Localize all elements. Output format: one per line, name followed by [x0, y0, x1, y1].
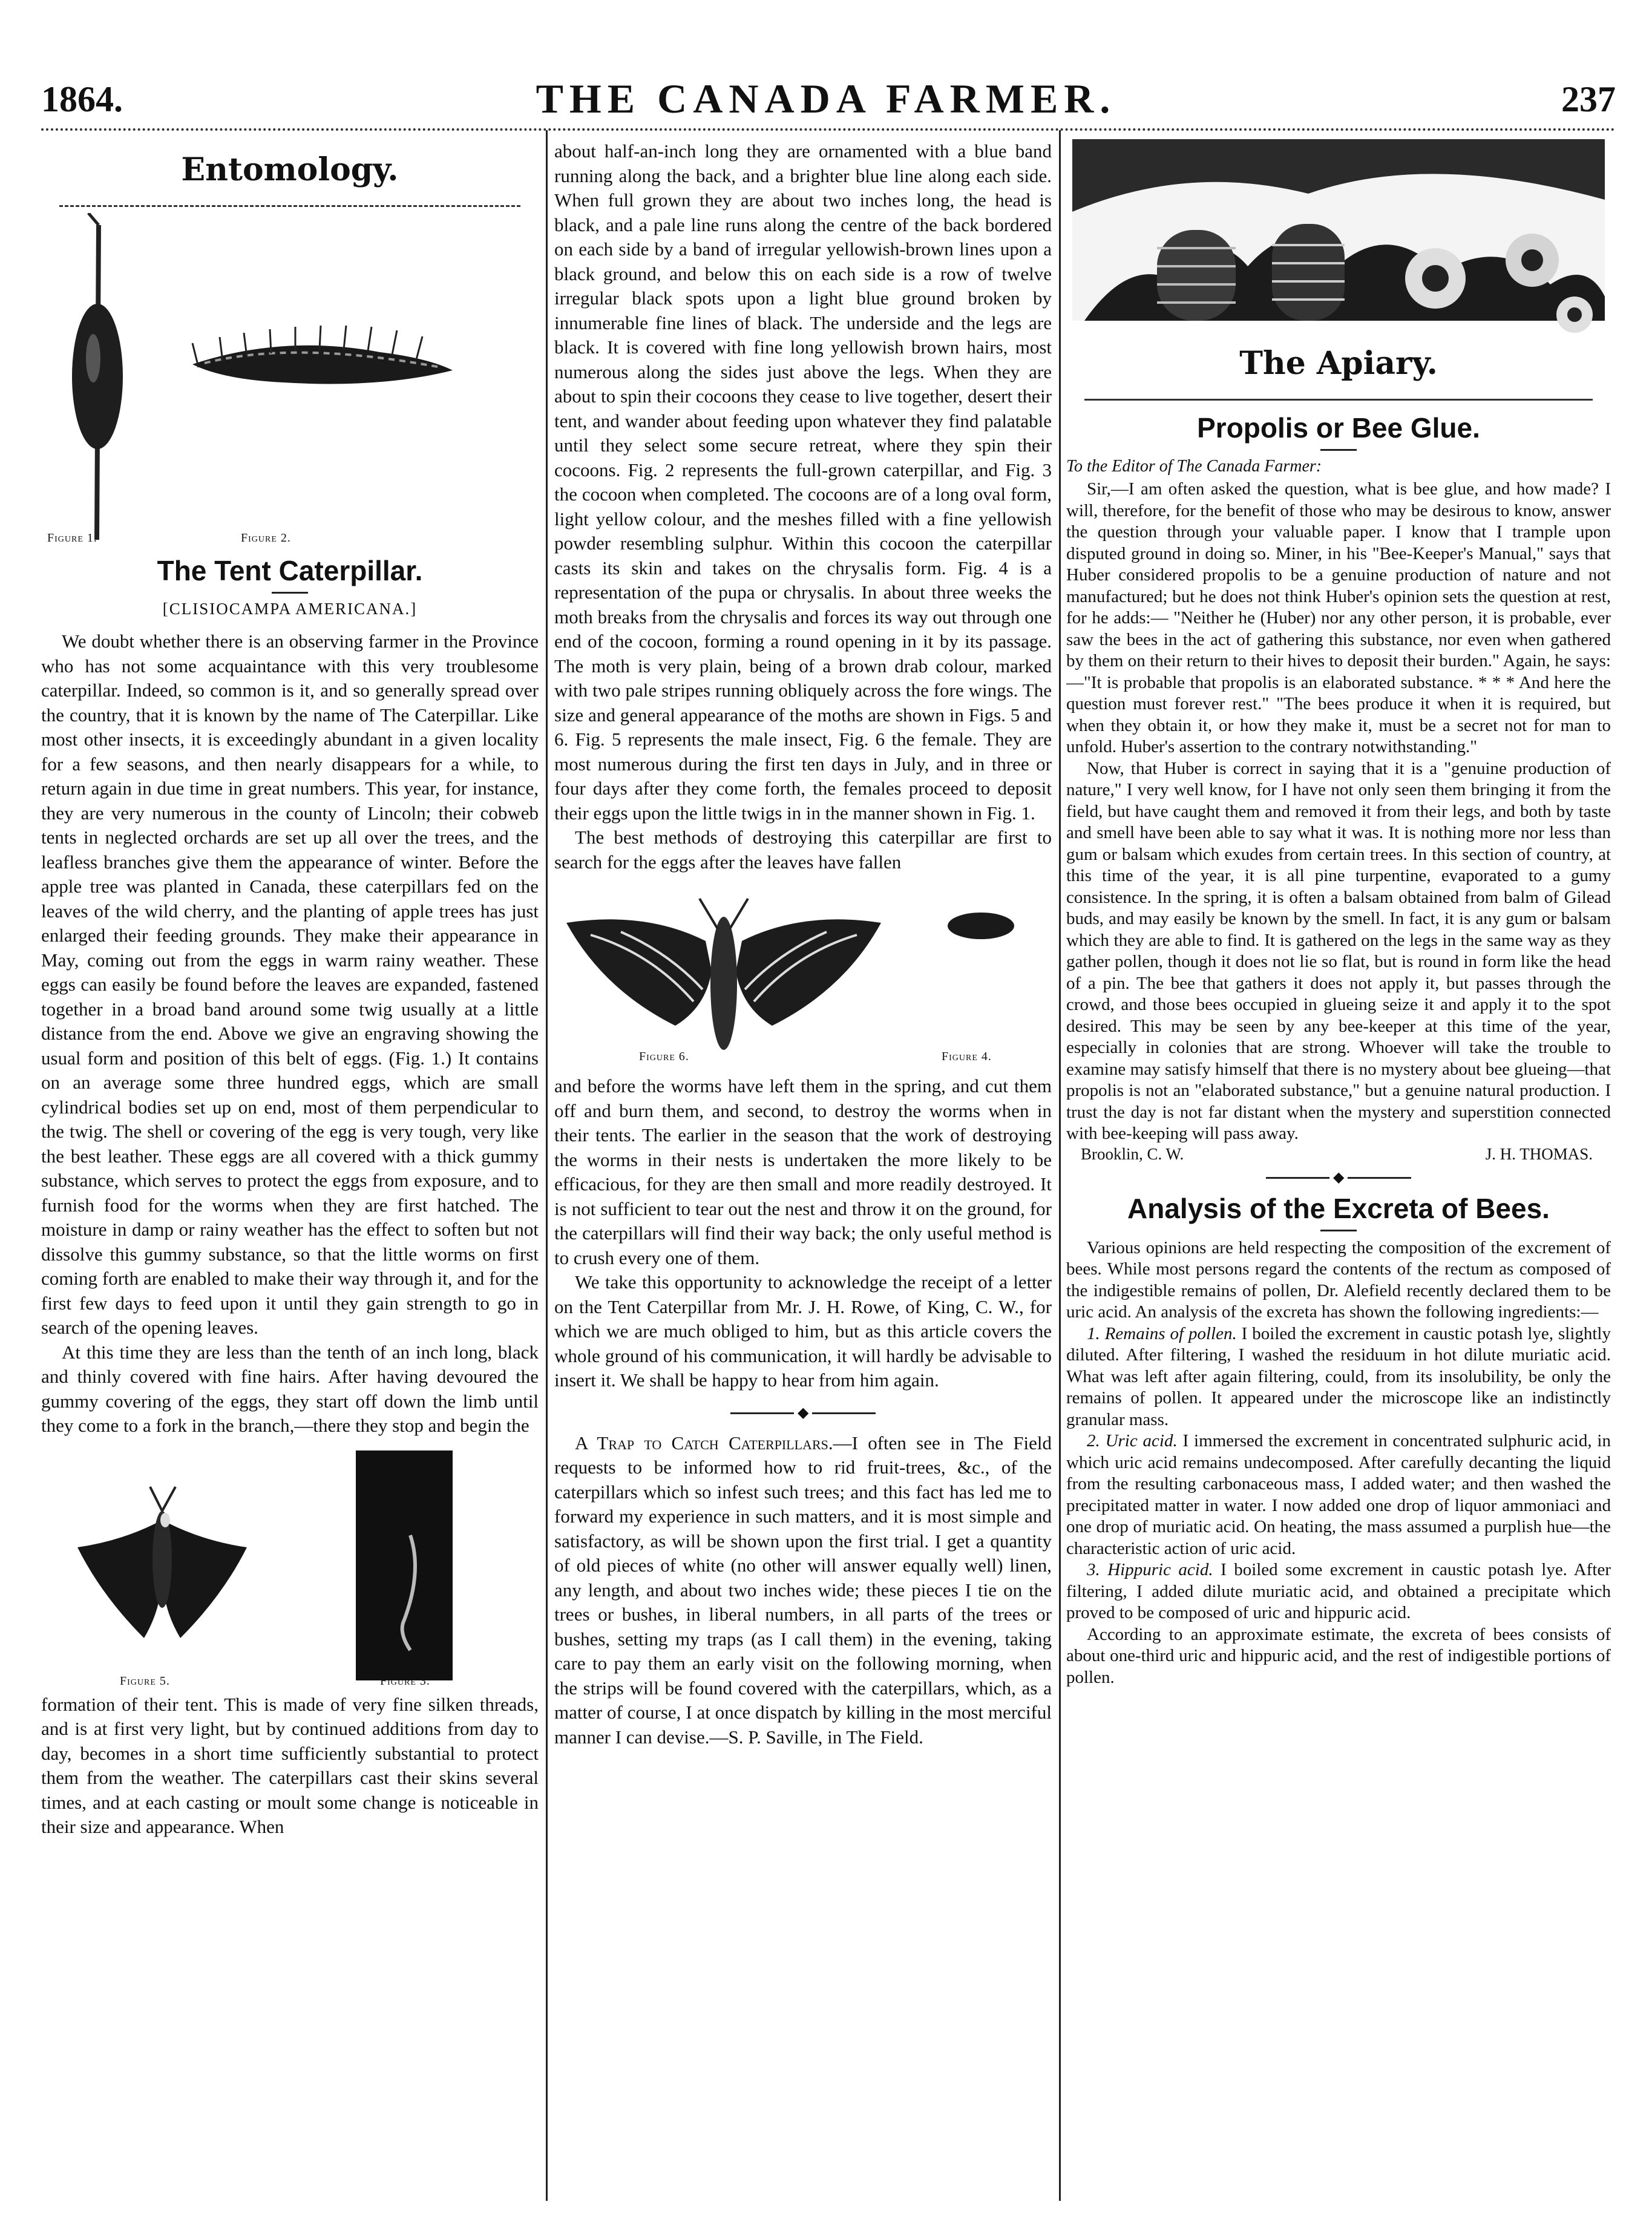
figure-6-female-moth-illustration — [554, 887, 1052, 1074]
article-headline-tent-caterpillar: The Tent Caterpillar. — [157, 555, 423, 586]
paragraph: At this time they are less than the tenth of an inch long, black and thinly covered with fine hairs. After having devoured the gummy covering of the eggs, they start off down the limb until they come to a fork in the branch,—there they stop and begin the — [41, 1341, 539, 1436]
item-2-text: I immersed the excrement in concentrated sulphuric acid, in which uric acid remains undecomposed. After carefully decanting the liquid from the resulting carbonaceous mass, I added water; and then washed the precipitated matter in water. I now added one drop of liquor ammoniaci and one drop of muriatic acid. On heating, the mass assumed a purplish hue—the characteristic action of uric acid. — [1066, 1431, 1611, 1558]
headline-dash — [1320, 1230, 1357, 1231]
issue-year: 1864. — [41, 79, 123, 119]
column-1 — [41, 139, 539, 2195]
section-title-apiary: The Apiary. — [1239, 345, 1438, 382]
figure-5-male-moth-illustration — [41, 1450, 539, 1693]
letter-signature — [1066, 1145, 1611, 1164]
tent-caterpillar-body-continued — [41, 1693, 539, 1840]
ornamental-divider — [730, 1412, 876, 1414]
masthead-rule — [41, 128, 1616, 131]
publication-title: THE CANADA FARMER. — [536, 76, 1116, 122]
figure-2-caption: Figure 2. — [241, 531, 291, 545]
figure-6-caption: Figure 6. — [639, 1050, 689, 1063]
signature-place: Brooklin, C. W. — [1081, 1144, 1184, 1163]
tent-caterpillar-body-col2 — [554, 139, 1052, 874]
item-1-text: I boiled the excrement in caustic potash lye, slightly diluted. After filtering, I washed the residuum in hot dilute muriatic acid. What was left after again filtering, could, from its insolubility, be only the remains of pollen. It appeared under the microscope like an indistinctly granular mass. — [1066, 1323, 1611, 1429]
figure-4-caption: Figure 4. — [942, 1050, 992, 1063]
excreta-analysis-body — [1066, 1237, 1611, 1689]
figure-3-caption: Figure 3. — [380, 1674, 430, 1688]
paragraph: According to an approximate estimate, the excreta of bees consists of about one-third uric and hippuric acid, and the rest of indigestible portions of pollen. — [1066, 1624, 1611, 1687]
propolis-letter-body — [1066, 479, 1611, 1145]
paragraph: The best methods of destroying this caterpillar are first to search for the eggs after the leaves have fallen — [554, 827, 1052, 873]
tent-caterpillar-body-col2-continued — [554, 1074, 1052, 1393]
section-rule — [59, 205, 520, 207]
article-subhead: [CLISIOCAMPA AMERICANA.] — [162, 600, 418, 618]
figures-5-3 — [41, 1450, 539, 1693]
section-title-entomology: Entomology. — [181, 151, 399, 188]
column-divider — [546, 130, 548, 2201]
column-2 — [554, 139, 1052, 2195]
tent-caterpillar-body — [41, 629, 539, 1438]
paragraph: Sir,—I am often asked the question, what is bee glue, and how made? I will, therefore, for the benefit of those who may be desirous to know, answer the question through your valuable paper. I know that I trample upon disputed ground in doing so. Miner, in his "Bee-Keeper's Manual," says that Huber considered propolis to be a genuine production of nature and not manufactured; but he does not think Huber's opinion sets the question at rest, for he adds:— "Neither he (Huber) nor any other person, it is probable, ever saw the bees in the act of gathering this substance, nor even when gathered by them on their return to their hives to deposit their burden." Again, he says:—"It is probable that propolis is an elaborated substance. * * * And here the question must forever rest." "The bees produce it when it is required, but when they obtain it, or how they make it, must be a secret not for man to unfold. Huber's assertion to the contrary notwithstanding." — [1066, 479, 1611, 756]
item-3-text: I boiled some excrement in caustic potash lye. After filtering, I added dilute muriatic acid, and obtained a precipitate which proved to be composed of uric and hippuric acid. — [1066, 1560, 1611, 1622]
masthead — [0, 0, 1652, 127]
figures-6-4 — [554, 887, 1052, 1074]
item-2-lead: 2. Uric acid. — [1087, 1431, 1178, 1450]
paragraph: Various opinions are held respecting the composition of the excrement of bees. While most persons regard the contents of the rectum as composed of the indigestible remains of pollen, Dr. Alefield recently declared them to be uric acid. An analysis of the excreta has shown the following ingredients:— — [1066, 1237, 1611, 1322]
figures-1-2 — [41, 213, 539, 552]
figure-1-caption: Figure 1. — [47, 531, 97, 545]
figure-5-caption: Figure 5. — [120, 1674, 170, 1688]
trap-article-text: —I often see in The Field requests to be informed how to rid fruit-trees, &c., of the caterpillars which so infest such trees; and this fact has led me to forward my experience in such matters, and it is most simple and satisfactory, as will be shown upon the first trial. I get a quantity of old pieces of white (no other will answer equally well) linen, any length, and about two inches wide; these pieces I tie on the trees or bushes, in liberal numbers, in all parts of the trees or bushes, setting my traps (as I call them) in the evening, taking care to pay them an early visit on the following morning, when the strips will be found covered with the caterpillars, which, as a matter of course, I at once dispatch by killing in the most merciful manner I can devise.—S. P. Saville, in The Field. — [554, 1432, 1052, 1748]
paragraph: and before the worms have left them in the spring, and cut them off and burn them, and second, to destroy the worms when in their tents. The earlier in the season that the work of destroying the worms in their nests is undertaken the more likely to be efficacious, for they are then small and more readily destroyed. It is not sufficient to tear out the nest and throw it on the ground, for the caterpillars will find their way back; the only useful method is to crush every one of them. — [554, 1075, 1052, 1268]
paragraph: We doubt whether there is an observing farmer in the Province who has not some acquaintance with this very troublesome caterpillar. Indeed, so common is it, and so generally spread over the country, that it is known by the name of The Caterpillar. Like most other insects, it is exceedingly abundant in a given locality for a few seasons, and then nearly disappears for a while, to return again in due time in great numbers. This year, for instance, they are very numerous in the county of Lincoln; their cobweb tents in neglected orchards are set up all over the trees, and the leafless branches give them the appearance of winter. Before the apple tree was planted in Canada, these caterpillars fed on the leaves of the wild cherry, and the planting of apple trees has just enlarged their feeding grounds. They make their appearance in May, coming out from the eggs in warm rainy weather. These eggs can easily be found before the leaves are expanded, fastened together in a broad band around some twig usually at a little distance from the end. Above we give an engraving showing the usual form and position of this belt of eggs. (Fig. 1.) It contains on an average some three hundred eggs, which are small cylindrical bodies set up on end, most of them perpendicular to the twig. The shell or covering of the egg is very tough, very like the best leather. These eggs are all covered with a thick gummy substance, which serves to protect the eggs from exposure, and to furnish food for the worms when they are first hatched. The moisture in damp or rainy weather has the effect to soften but not dissolve this gummy substance, so that the little worms on first coming forth are enabled to make their way through it, and for the first few days to feed upon it until they gain strength to go in search of the opening leaves. — [41, 631, 539, 1338]
figure-1-egg-band-illustration — [41, 213, 539, 552]
headline-dash — [272, 592, 308, 594]
column-3 — [1066, 139, 1611, 2195]
figure-4-chrysalis-illustration — [948, 913, 1014, 939]
letter-salutation: To the Editor of The Canada Farmer: — [1066, 457, 1322, 476]
section-rule — [1084, 399, 1593, 401]
paragraph: about half-an-inch long they are ornamented with a blue band running along the back, and a brighter blue line along each side. When full grown they are about two inches long, the head is black, and a pale line runs along the centre of the back bordered on each side by a band of irregular yellowish-brown lines upon a black ground, and below this on each side is a row of twelve irregular black spots upon a light blue ground broken by innumerable fine lines of black. The underside and the legs are black. It is covered with fine long yellowish brown hairs, most numerous along the sides just above the legs. When they are about to spin their cocoons they cease to live together, desert their tent, and wander about feeding upon whatever they find palatable until they select some secure retreat, where they spin their cocoons. Fig. 2 represents the full-grown caterpillar, and Fig. 3 the cocoon when completed. The cocoons are of a long oval form, light yellow colour, and the meshes filled with a fine yellowish powder resembling sulphur. Within this cocoon the caterpillar casts its skin and takes on the chrysalis form. Fig. 4 is a representation of the pupa or chrysalis. In about three weeks the moth breaks from the chrysalis and forces its way out through one end of the cocoon, forming a round opening in it by its passage. The moth is very plain, being of a brown drab colour, marked with two pale stripes running obliquely across the fore wings. The size and general appearance of the moths are shown in Figs. 5 and 6. Fig. 5 represents the male insect, Fig. 6 the female. They are most numerous during the first ten days in July, and in three or four days after they come forth, the females proceed to deposit their eggs upon the little twigs in in the manner shown in Fig. 1. — [554, 140, 1052, 824]
item-3-lead: 3. Hippuric acid. — [1087, 1560, 1213, 1579]
paragraph: formation of their tent. This is made of very fine silken threads, and is at first very light, but by continued additions from day to day, becomes in a short time sufficiently substantial to protect them from the weather. The caterpillars cast their skins several times, and at each casting or moult some change is noticeable in their size and appearance. When — [41, 1693, 539, 1837]
figure-2-caterpillar-illustration — [192, 326, 453, 384]
figure-3-cocoon-photograph — [356, 1450, 453, 1680]
apiary-header-engraving — [1066, 139, 1611, 339]
headline-dash — [1320, 449, 1357, 451]
paragraph: We take this opportunity to acknowledge the receipt of a letter on the Tent Caterpillar from Mr. J. H. Rowe, of King, C. W., for which we are much obliged to him, but as this article covers the whole ground of his communication, it will hardly be advisable to insert it. We shall be happy to hear from him again. — [554, 1271, 1052, 1391]
item-1-lead: 1. Remains of pollen. — [1087, 1323, 1237, 1343]
trap-article — [554, 1431, 1052, 1750]
ornamental-divider — [1266, 1177, 1411, 1179]
trap-article-lead: A Trap to Catch Caterpillars. — [575, 1432, 833, 1454]
paragraph: Now, that Huber is correct in saying that it is a "genuine production of nature," I very well know, for I have not only seen them bringing it from the field, but have caught them and removed it from their legs, and both by taste and smell have been able to say what it was. It is nothing more nor less than gum or balsam which exudes from certain trees. In this section of country, at this time of the year, it is all pine turpentine, evaporated to a gumy consistence. In the spring, it is often a balsam obtained from balm of Gilead buds, and may easily be known by the smell. In fact, it is any gum or balsam which they are able to find. It is gathered on the legs in the same way as they gather pollen, though it does not lie so flat, but is round in form like the head of a pin. The bee that gathers it does not apply it, but passes through the crowd, and those bees occupied in glueing seize it and apply it to the spot desired. This may be seen by any bee-keeper at this time of the year, especially in colonies that are strong. Whoever will take the trouble to examine may satisfy himself that there is no mystery about bee glueing—that propolis is not an "elaborated substance," but a genuine natural production. I trust the day is not far distant when the mystery and superstition connected with bee-keeping will pass away. — [1066, 758, 1611, 1143]
page-number: 237 — [1561, 79, 1616, 119]
article-headline-excreta: Analysis of the Excreta of Bees. — [1127, 1192, 1550, 1224]
article-headline-propolis: Propolis or Bee Glue. — [1197, 412, 1480, 444]
column-divider — [1059, 130, 1061, 2201]
signature-name: J. H. THOMAS. — [1485, 1144, 1593, 1163]
